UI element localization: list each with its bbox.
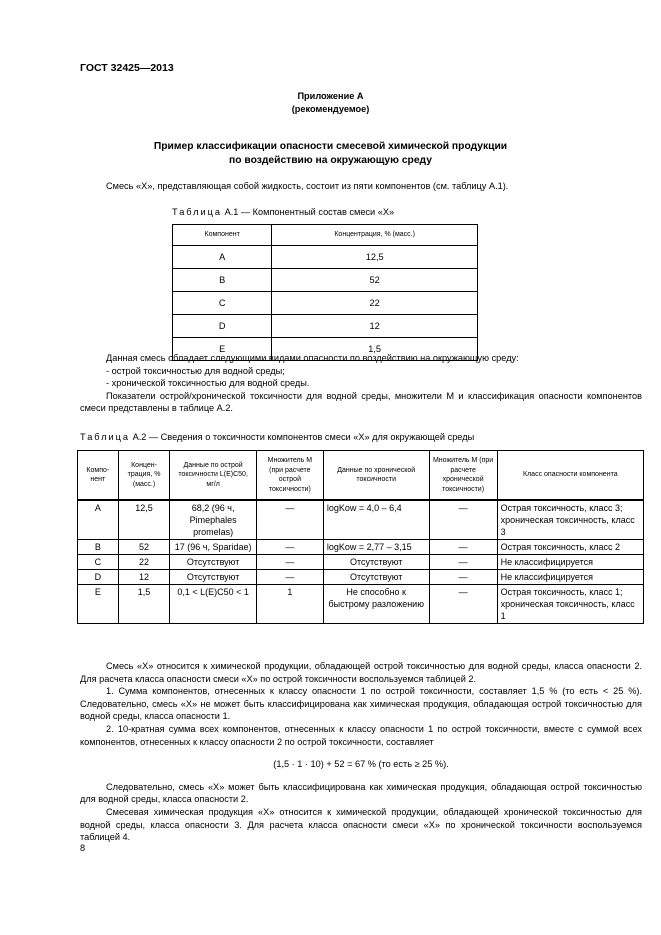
table-cell: Отсутствуют <box>323 570 429 585</box>
table-cell: C <box>173 292 272 315</box>
body-text <box>80 660 642 844</box>
table-row <box>78 555 644 570</box>
table-row <box>78 540 644 555</box>
table2-caption <box>80 431 474 444</box>
table-cell: 1,5 <box>118 585 170 624</box>
page-number: 8 <box>80 843 86 853</box>
header-cell: Множитель М (при расчете острой токсичности) <box>256 451 323 501</box>
heading-line2: по воздействию на окружающую среду <box>229 155 432 166</box>
intro-text: Смесь «X», представляющая собой жидкость, состоит из пяти компонентов (см. таблицу А.1). <box>106 181 509 191</box>
table-cell: logKow = 2,77 – 3,15 <box>323 540 429 555</box>
table-row <box>173 246 478 269</box>
table-label: Таблица <box>172 207 223 217</box>
text-line: Показатели острой/хронической токсичности для водной среды, множители М и классификация опасности компонентов смеси представлены в таблице А.2. <box>80 390 642 414</box>
table-cell: 52 <box>272 269 478 292</box>
table-cell: — <box>429 500 497 540</box>
paragraph: Смесевая химическая продукция «X» относится к химической продукции, обладающей хронической токсичностью для водной среды, класса опасности 3. Для расчета класса опасности смеси «X» по хронической токсичности воспользуемся таблицей 4. <box>80 806 642 843</box>
table-label: Таблица <box>80 432 131 442</box>
table-cell: — <box>429 585 497 624</box>
text-line: Данная смесь обладает следующими видами опасности по воздействию на окружающую среду: <box>106 353 519 363</box>
header-cell: Данные по острой токсичности L(E)C50, мг/л <box>170 451 256 501</box>
table-cell: Острая токсичность, класс 3; хроническая токсичность, класс 3 <box>497 500 643 540</box>
header-cell: Компо-нент <box>78 451 119 501</box>
paragraph: Смесь «X» относится к химической продукции, обладающей острой токсичностью для водной среды, класса опасности 2. Для расчета класса опасности смеси «X» по острой токсичности воспользуемся таблицей 2. <box>80 661 642 684</box>
table-row <box>78 500 644 540</box>
table-cell: — <box>256 540 323 555</box>
table-row <box>78 585 644 624</box>
table-cell: D <box>173 315 272 338</box>
table-cell: Отсутствуют <box>170 555 256 570</box>
table-cell: B <box>173 269 272 292</box>
table-cell: 1 <box>256 585 323 624</box>
text-line: - острой токсичностью для водной среды; <box>106 365 285 376</box>
table-cell: Отсутствуют <box>170 570 256 585</box>
table-cell: 68,2 (96 ч, Pimephales promelas) <box>170 500 256 540</box>
table-cell: — <box>256 500 323 540</box>
appendix-title: Приложение А <box>297 91 364 101</box>
table-row <box>173 269 478 292</box>
table-cell: 1,5 <box>272 338 478 361</box>
table-cell: 0,1 < L(E)C50 < 1 <box>170 585 256 624</box>
table-cell: 12,5 <box>272 246 478 269</box>
header-cell: Концен-трация, % (масс.) <box>118 451 170 501</box>
table-cell: 12 <box>272 315 478 338</box>
toxicity-table <box>77 450 644 624</box>
header-cell: Данные по хронической токсичности <box>323 451 429 501</box>
table-cell: Не классифицируется <box>497 570 643 585</box>
header-cell: Компонент <box>173 225 272 246</box>
table-cell: Отсутствуют <box>323 555 429 570</box>
table-cell: 22 <box>118 555 170 570</box>
table-cell: — <box>429 570 497 585</box>
table-caption-text: А.2 — Сведения о токсичности компонентов смеси «X» для окружающей среды <box>132 432 475 442</box>
table-cell: 17 (96 ч, Sparidae) <box>170 540 256 555</box>
table-cell: C <box>78 555 119 570</box>
table-cell: Острая токсичность, класс 2 <box>497 540 643 555</box>
table-cell: Не классифицируется <box>497 555 643 570</box>
table-cell: 52 <box>118 540 170 555</box>
header-cell: Класс опасности компонента <box>497 451 643 501</box>
paragraph: Следовательно, смесь «X» может быть классифицирована как химическая продукция, обладающая острой токсичностью для водной среды, класса опасности 2. <box>80 781 642 805</box>
table-cell: 12 <box>118 570 170 585</box>
formula: (1,5 · 1 · 10) + 52 = 67 % (то есть ≥ 25 %). <box>273 759 449 770</box>
header-cell: Концентрация, % (масс.) <box>272 225 478 246</box>
standard-number: ГОСТ 32425—2013 <box>80 62 174 74</box>
table-cell: — <box>429 555 497 570</box>
table-cell: logKow = 4,0 – 6,4 <box>323 500 429 540</box>
table-row <box>78 570 644 585</box>
table-cell: A <box>173 246 272 269</box>
paragraph: 1. Сумма компонентов, отнесенных к классу опасности 1 по острой токсичности, составляет 1,5 % (то есть < 25 %). Следовательно, смесь «X» не может быть классифицирована как химическая продукция, обладающая острой токсичностью для водной среды, класса опасности 1. <box>80 686 642 722</box>
table-cell: — <box>256 570 323 585</box>
header-cell: Множитель М (при расчете хронической токсичности) <box>429 451 497 501</box>
table-cell: Не способно к быстрому разложению <box>323 585 429 624</box>
heading-line1: Пример классификации опасности смесевой химической продукции <box>153 141 508 152</box>
appendix-subtitle: (рекомендуемое) <box>291 104 370 114</box>
table-cell: A <box>78 500 119 540</box>
component-table <box>172 224 478 361</box>
table-cell: E <box>173 338 272 361</box>
text-line: - хронической токсичностью для водной среды. <box>106 378 310 389</box>
table-row <box>173 292 478 315</box>
paragraph: 2. 10-кратная сумма всех компонентов, отнесенных к классу опасности 1 по острой токсичности, вместе с суммой всех компонентов, отнесенных к классу опасности 2 по острой токсичности, составляет <box>80 723 642 747</box>
table-caption-text: А.1 — Компонентный состав смеси «X» <box>224 207 395 217</box>
table-cell: E <box>78 585 119 624</box>
table-cell: D <box>78 570 119 585</box>
table-cell: — <box>256 555 323 570</box>
table-cell: — <box>429 540 497 555</box>
table-cell: 22 <box>272 292 478 315</box>
table-cell: 12,5 <box>118 500 170 540</box>
table1-caption <box>172 206 394 219</box>
table-row <box>173 315 478 338</box>
table-cell: Острая токсичность, класс 1; хроническая токсичность, класс 1 <box>497 585 643 624</box>
hazard-paragraph <box>80 352 642 415</box>
table-cell: B <box>78 540 119 555</box>
